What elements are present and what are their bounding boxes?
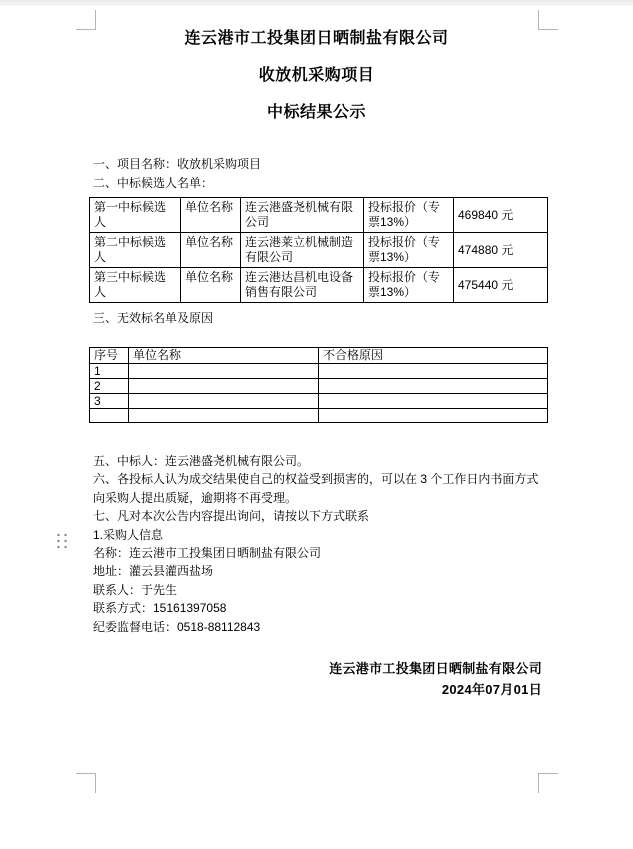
table-row [90,379,548,394]
table-row [90,233,548,268]
paragraph-drag-handle-icon[interactable] [54,531,67,548]
purchaser-contact-person: 联系人：于先生 [93,582,178,597]
column-header-no: 序号 [90,348,129,364]
row-reason [319,409,548,423]
title-project: 收放机采购项目 [258,67,375,84]
document-title-block [0,31,633,142]
row-no [90,409,129,423]
title-result: 中标结果公示 [266,104,366,121]
section-1-project-name: 一、项目名称：收放机采购项目 [93,157,262,171]
purchaser-supervision-phone: 纪委监督电话：0518-88112843 [93,619,261,634]
purchaser-address: 地址：灌云县灌西盐场 [93,564,214,579]
table-row [90,268,548,303]
lower-text-block [93,452,548,636]
bid-candidates-table [89,197,548,303]
row-company [129,409,319,423]
crop-mark-bottom-left-icon [76,773,96,793]
table-row [90,394,548,409]
signature-block [329,658,542,700]
price-label: 投标报价（专票13%） [364,233,454,268]
table-header-row [90,348,548,364]
table-row [90,409,548,423]
row-reason [319,394,548,409]
section-5-winner: 五、中标人：连云港盛尧机械有限公司。 [93,454,310,468]
title-company: 连云港市工投集团日晒制盐有限公司 [184,30,449,47]
unit-name-label: 单位名称 [181,198,241,233]
candidate-rank: 第一中标候选人 [90,198,181,233]
table-row [90,364,548,379]
candidate-company: 连云港盛尧机械有限公司 [241,198,364,233]
column-header-company: 单位名称 [129,348,319,364]
crop-mark-bottom-right-icon [538,773,558,793]
table-row [90,198,548,233]
candidate-company: 连云港达昌机电设备销售有限公司 [241,268,364,303]
crop-mark-top-right-icon [538,10,558,30]
bid-amount: 475440 元 [454,268,548,303]
signature-date: 2024年07月01日 [441,682,542,697]
purchaser-name: 名称：连云港市工投集团日晒制盐有限公司 [93,546,322,561]
section-2-candidates-heading: 二、中标候选人名单： [93,176,214,190]
candidate-company: 连云港莱立机械制造有限公司 [241,233,364,268]
candidate-rank: 第二中标候选人 [90,233,181,268]
bid-amount: 469840 元 [454,198,548,233]
row-no: 3 [90,394,129,409]
signature-company: 连云港市工投集团日晒制盐有限公司 [329,661,542,676]
invalid-bids-table [89,347,548,423]
viewport-top-edge [0,0,633,5]
column-header-reason: 不合格原因 [319,348,548,364]
price-label: 投标报价（专票13%） [364,198,454,233]
bid-amount: 474880 元 [454,233,548,268]
unit-name-label: 单位名称 [181,233,241,268]
section-7-contact-notice: 七、凡对本次公告内容提出询问，请按以下方式联系 [93,509,370,524]
section-3-invalid-bids-heading: 三、无效标名单及原因 [93,311,214,325]
candidate-rank: 第三中标候选人 [90,268,181,303]
row-reason [319,364,548,379]
purchaser-info-heading: 1.采购人信息 [93,527,164,542]
row-no: 1 [90,364,129,379]
unit-name-label: 单位名称 [181,268,241,303]
row-no: 2 [90,379,129,394]
row-company [129,379,319,394]
row-company [129,394,319,409]
purchaser-phone: 联系方式：15161397058 [93,601,227,616]
crop-mark-top-left-icon [76,10,96,30]
price-label: 投标报价（专票13%） [364,268,454,303]
row-reason [319,379,548,394]
section-6-objection-notice: 六、各投标人认为成交结果使自己的权益受到损害的，可以在 3 个工作日内书面方式向采购人提出质疑，逾期将不再受理。 [93,472,539,505]
row-company [129,364,319,379]
